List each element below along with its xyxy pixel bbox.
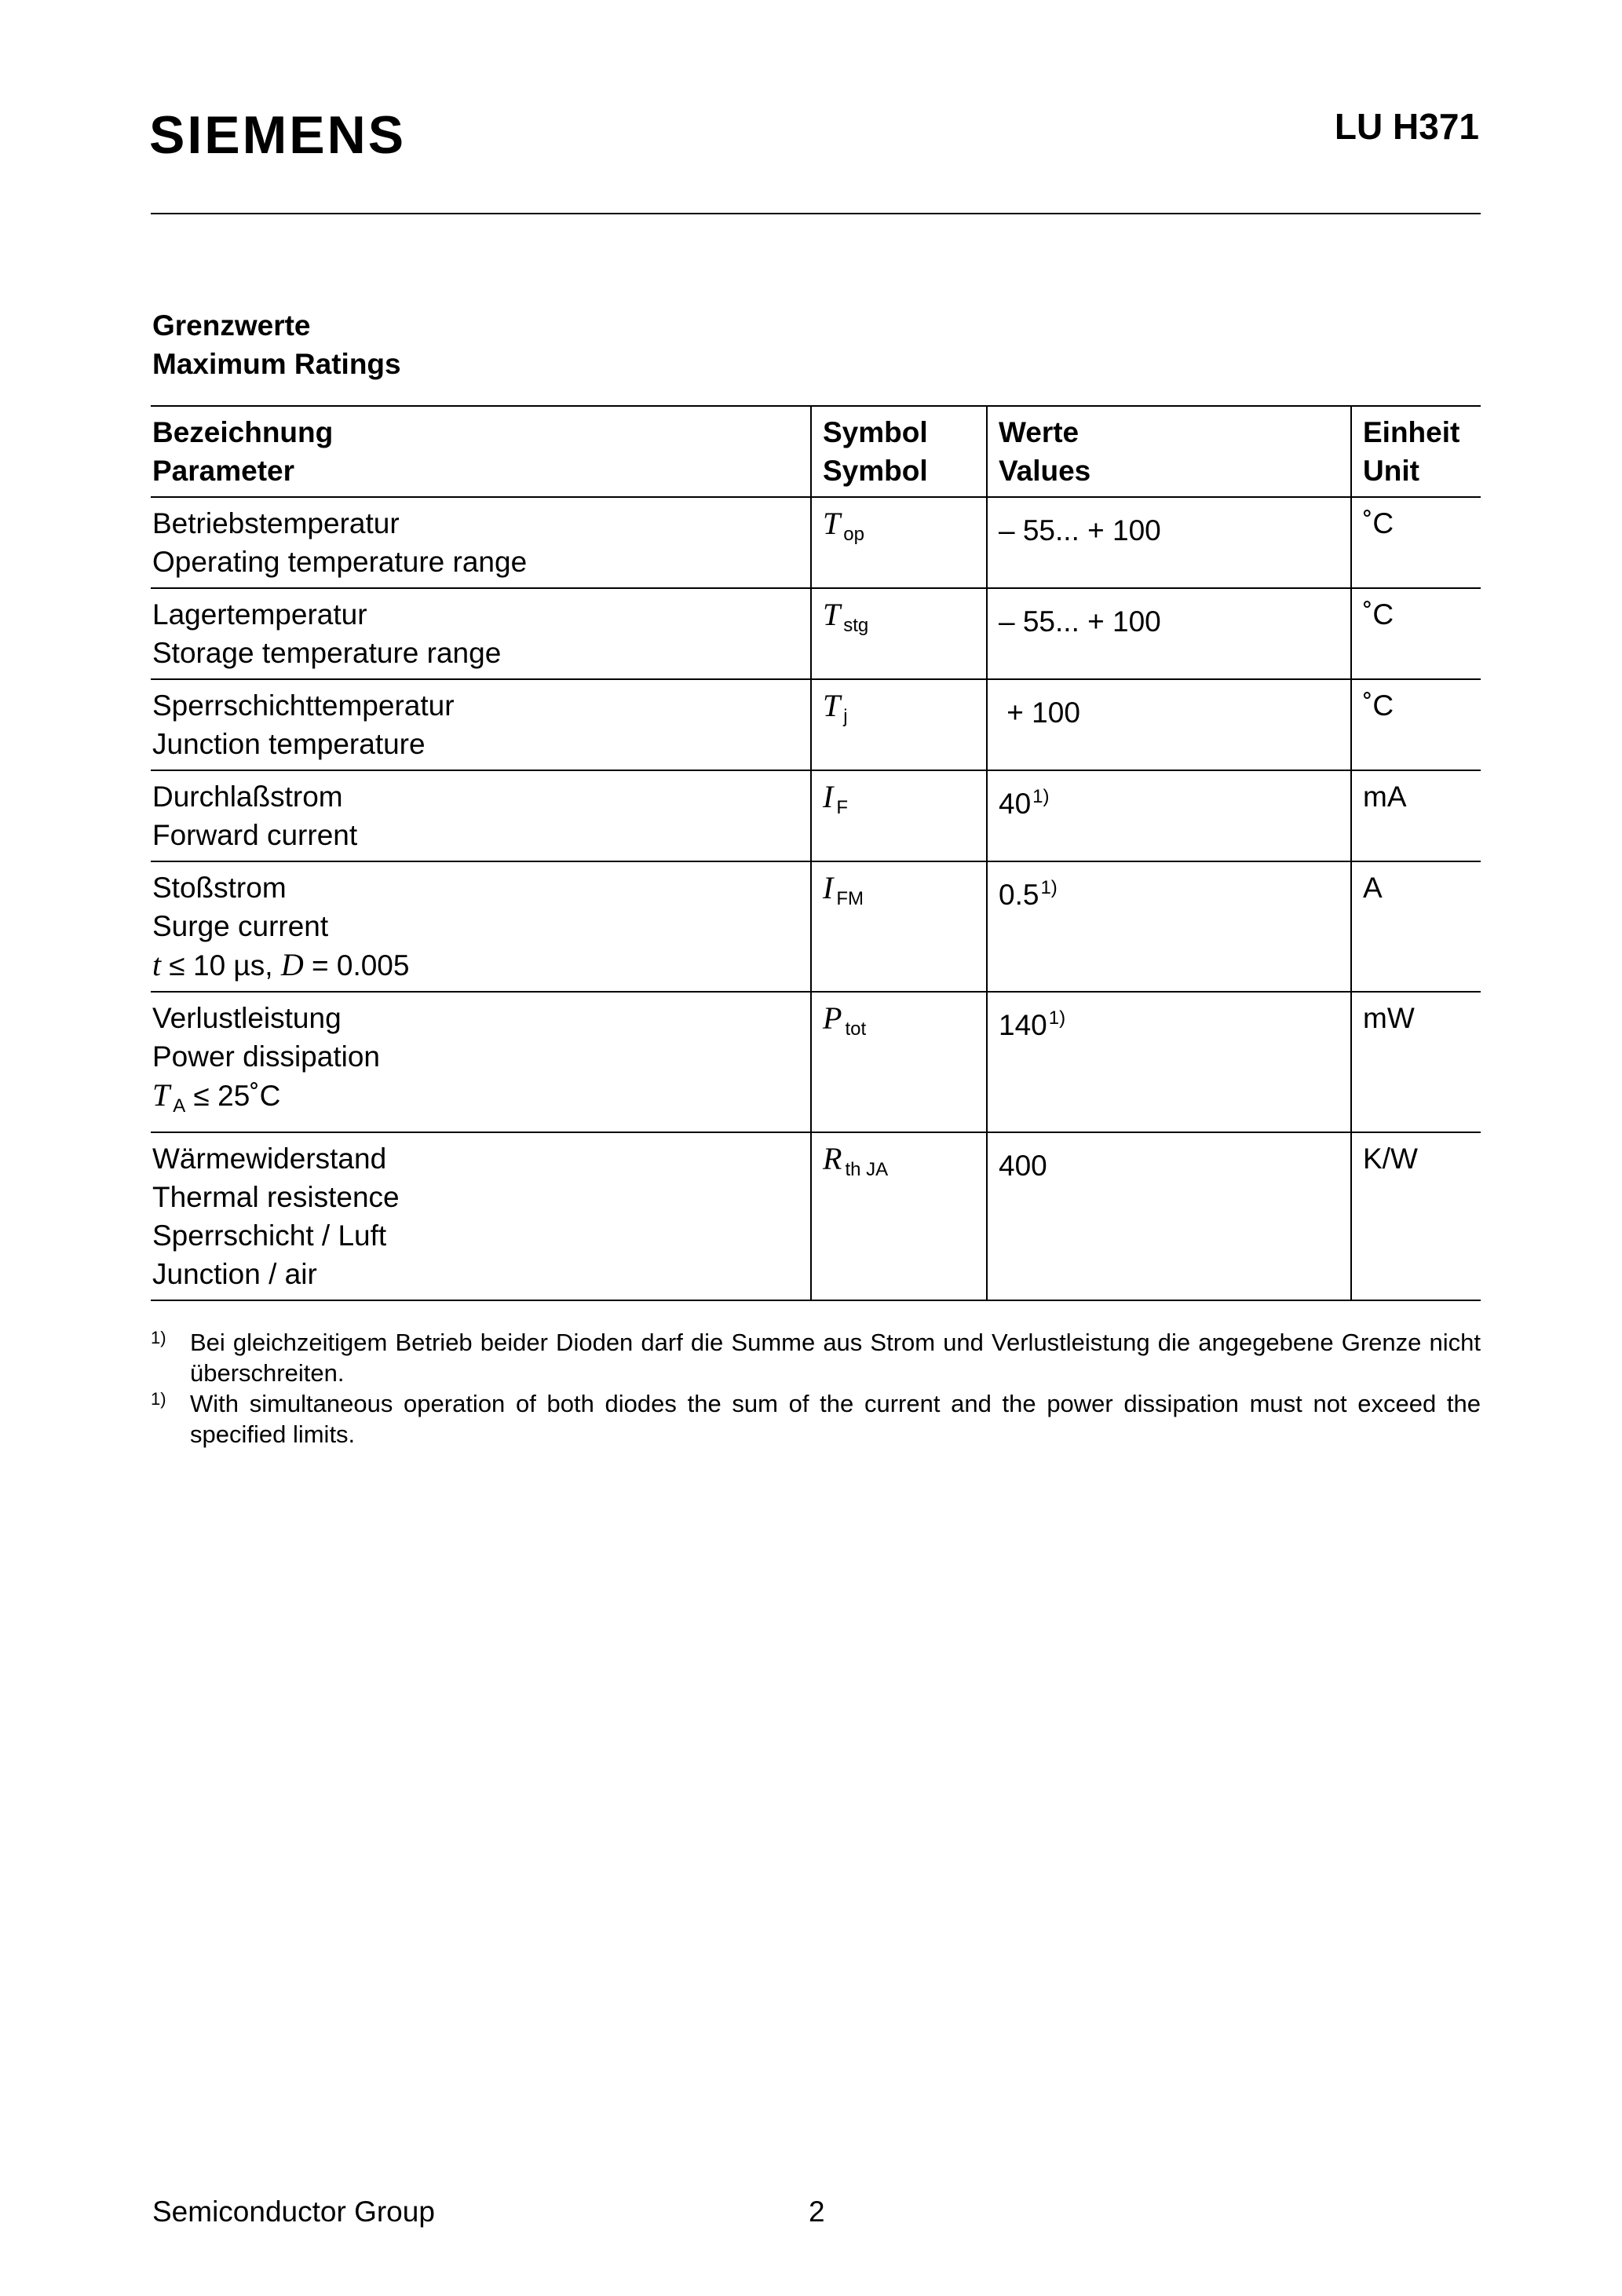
symbol-cell: T $_{op}$ [811, 497, 987, 588]
value-cell: – 55... + 100 [987, 588, 1351, 679]
header-symbol: Symbol Symbol [811, 406, 987, 497]
parameter-cell [151, 588, 811, 679]
footnote-text: With simultaneous operation of both diodes the sum of the current and the power dissipation must not exceed the specified limits. [190, 1390, 1481, 1448]
parameter-cell [151, 679, 811, 770]
value-cell: 40$^{1)}$ [987, 770, 1351, 861]
parameter-line: Verlustleistung [152, 1002, 342, 1034]
parameter-line: Sperrschichttemperatur [152, 689, 455, 722]
unit-cell: A [1351, 861, 1481, 992]
symbol-cell: I $_F$ [811, 770, 987, 861]
symbol-cell: T $_j$ [811, 679, 987, 770]
parameter-line: Storage temperature range [152, 637, 502, 669]
condition-line: t ≤ 10 µs, D = 0.005 [152, 947, 410, 982]
symbol-cell: R $_{th JA}$ [811, 1132, 987, 1300]
unit-cell: ˚C [1351, 497, 1481, 588]
table-row [151, 992, 1481, 1132]
section-title-en: Maximum Ratings [152, 348, 401, 380]
table-row [151, 588, 1481, 679]
header-unit: Einheit Unit [1351, 406, 1481, 497]
value-cell: + 100 [987, 679, 1351, 770]
parameter-cell [151, 861, 811, 992]
unit-cell: K/W [1351, 1132, 1481, 1300]
footnote-en [151, 1388, 1481, 1450]
parameter-line: Wärmewiderstand [152, 1143, 387, 1175]
table-row [151, 861, 1481, 992]
parameter-line: Stoßstrom [152, 872, 287, 904]
table-row [151, 1132, 1481, 1300]
parameter-line: Betriebstemperatur [152, 507, 400, 539]
table-row [151, 497, 1481, 588]
parameter-line: Surge current [152, 910, 329, 942]
parameter-line: Junction / air [152, 1258, 317, 1290]
value-cell: 0.5$^{1)}$ [987, 861, 1351, 992]
unit-cell: ˚C [1351, 679, 1481, 770]
section-title [152, 306, 401, 383]
unit-cell: ˚C [1351, 588, 1481, 679]
footnote-text: Bei gleichzeitigem Betrieb beider Dioden darf die Summe aus Strom und Verlustleistung die angegebene Grenze nicht überschreiten. [190, 1329, 1481, 1387]
footnote-mark: 1) [151, 1328, 166, 1347]
maximum-ratings-table [151, 405, 1481, 1301]
siemens-logo: SIEMENS [149, 105, 407, 165]
table-row [151, 770, 1481, 861]
parameter-line: Thermal resistence [152, 1181, 400, 1213]
parameter-line: Forward current [152, 819, 358, 851]
symbol-cell: I $_{FM}$ [811, 861, 987, 992]
parameter-line: Lagertemperatur [152, 598, 367, 631]
header-parameter: Bezeichnung Parameter [151, 406, 811, 497]
parameter-line: Durchlaßstrom [152, 781, 343, 813]
footnotes [151, 1327, 1481, 1450]
section-title-de: Grenzwerte [152, 309, 311, 342]
parameter-cell [151, 992, 811, 1132]
parameter-cell [151, 770, 811, 861]
part-number: LU H371 [1334, 106, 1479, 147]
parameter-line: Sperrschicht / Luft [152, 1219, 387, 1252]
value-cell: 140$^{1)}$ [987, 992, 1351, 1132]
symbol-cell: T $_{stg}$ [811, 588, 987, 679]
condition-line: T $_A$ ≤ 25˚C [152, 1077, 281, 1117]
footer-group: Semiconductor Group [152, 2195, 435, 2228]
header-values: Werte Values [987, 406, 1351, 497]
table-row [151, 679, 1481, 770]
footnote-mark: 1) [151, 1389, 166, 1409]
parameter-cell [151, 1132, 811, 1300]
page-number: 2 [809, 2195, 825, 2228]
unit-cell: mA [1351, 770, 1481, 861]
value-cell: – 55... + 100 [987, 497, 1351, 588]
parameter-line: Power dissipation [152, 1040, 380, 1073]
symbol-cell: P $_{tot}$ [811, 992, 987, 1132]
table-body [151, 497, 1481, 1300]
value-cell: 400 [987, 1132, 1351, 1300]
unit-cell: mW [1351, 992, 1481, 1132]
table-header-row [151, 406, 1481, 497]
parameter-line: Operating temperature range [152, 546, 528, 578]
parameter-line: Junction temperature [152, 728, 426, 760]
header-divider [151, 213, 1481, 214]
footnote-de [151, 1327, 1481, 1388]
parameter-cell [151, 497, 811, 588]
